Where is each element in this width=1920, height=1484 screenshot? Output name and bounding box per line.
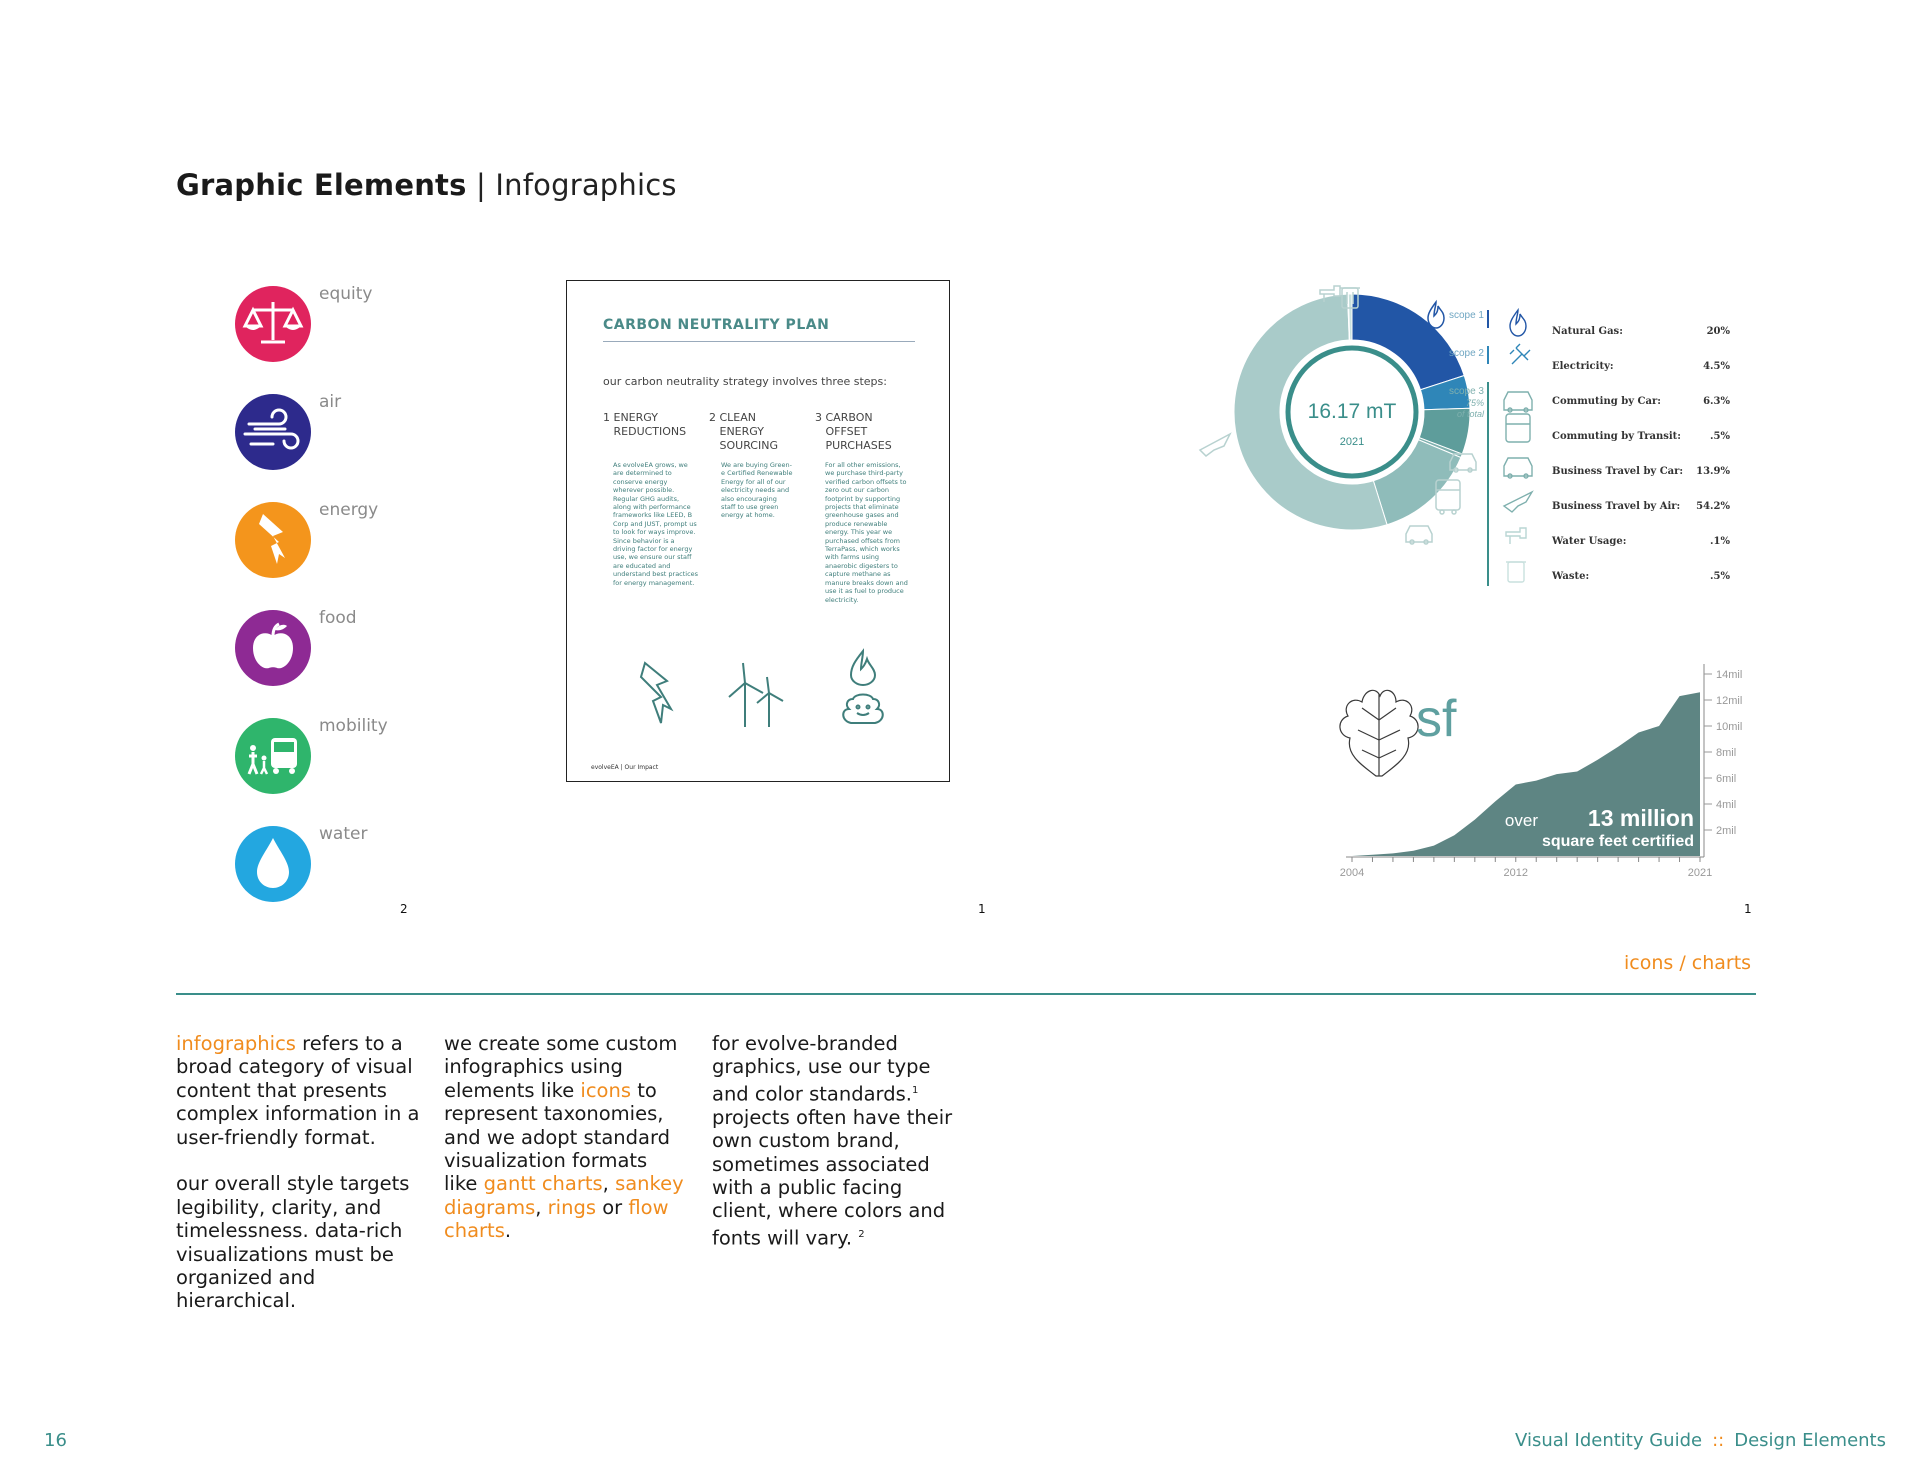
car-icon	[1504, 458, 1532, 478]
y-tick-label: 14mil	[1716, 669, 1743, 681]
wind-icon	[235, 394, 311, 470]
doc-step-2-heading: 2 CLEAN ENERGY SOURCING	[709, 411, 778, 452]
carbon-plan-document	[566, 280, 950, 782]
doc-step-1-text: As evolveEA grows, we are determined to conserve energy wherever possible. Regular GHG audits, along with performance frameworks like LEED, B Corp and JUST, prompt us to look for ways improve. Since behavior is a driving factor for energy use, we ensure our staff are educated and understand best practices for energy management.	[613, 461, 699, 587]
body-column-1	[176, 1032, 426, 1313]
title-light: Infographics	[495, 168, 677, 202]
doc-wind-turbine-icon	[723, 661, 789, 729]
icon-item-equity	[235, 286, 495, 366]
body-paragraph: infographics refers to a broad category of visual content that presents complex information in a user-friendly format.	[176, 1032, 420, 1149]
legend-business-air-label: Business Travel by Air:	[1552, 501, 1681, 512]
footnote-ref-1: 1	[911, 1084, 919, 1096]
y-tick-label: 4mil	[1716, 799, 1737, 811]
car-icon	[1406, 526, 1432, 544]
icon-label: mobility	[319, 716, 388, 736]
footer-section-name: Design Elements	[1734, 1430, 1886, 1451]
footer-guide-name: Visual Identity Guide	[1515, 1430, 1703, 1451]
highlight-flow: flow charts	[444, 1195, 669, 1243]
icon-label: water	[319, 824, 368, 844]
doc-footer: evolveEA | Our Impact	[591, 764, 659, 771]
x-tick-label: 2004	[1339, 867, 1365, 879]
scales-icon	[235, 286, 311, 362]
doc-biogas-icon	[837, 647, 889, 729]
legend-commuting-transit-value: .5%	[1710, 431, 1730, 442]
area-annotation-line2: square feet certified	[1541, 833, 1694, 850]
legend-icons	[1504, 310, 1532, 582]
emissions-donut-chart	[1180, 270, 1780, 600]
area-annotation-small: over	[1504, 811, 1538, 830]
scope-3-label: scope 3	[1448, 386, 1484, 397]
scope-3-total: of total	[1456, 409, 1484, 419]
highlight-icons: icons	[580, 1078, 631, 1102]
page-number: 16	[44, 1430, 67, 1451]
doc-lightning-icon	[637, 661, 677, 727]
water-tap-icon	[1506, 528, 1526, 544]
plane-icon	[1504, 492, 1532, 512]
y-tick-label: 6mil	[1716, 773, 1737, 785]
legend-business-car-value: 13.9%	[1696, 466, 1730, 477]
scope-3-percent: 75%	[1465, 398, 1484, 408]
legend-natural-gas-value: 20%	[1706, 326, 1730, 337]
icon-label: equity	[319, 284, 373, 304]
flame-icon	[1510, 310, 1526, 336]
doc-title: CARBON NEUTRALITY PLAN	[603, 317, 830, 333]
icon-item-water	[235, 826, 495, 906]
legend-waste-value: .5%	[1710, 571, 1730, 582]
body-column-2: we create some custom infographics using elements like icons to represent taxonomies, and we adopt standard visualization formats like gantt charts, sankey diagrams, rings or flow charts.	[444, 1032, 684, 1243]
area-series	[1352, 692, 1700, 856]
doc-step-1-heading: 1 ENERGY REDUCTIONS	[603, 411, 687, 438]
section-tag: icons / charts	[1624, 952, 1752, 974]
y-tick-label: 8mil	[1716, 747, 1737, 759]
legend-business-car-label: Business Travel by Car:	[1552, 466, 1684, 477]
scope-2-label: scope 2	[1448, 348, 1484, 359]
footnote-charts: 1	[1744, 902, 1752, 916]
water-drop-icon	[235, 826, 311, 902]
legend-commuting-transit-label: Commuting by Transit:	[1552, 431, 1681, 442]
icon-item-food	[235, 610, 495, 690]
area-chart	[1316, 650, 1766, 880]
bus-icon	[1506, 414, 1530, 442]
body-paragraph: our overall style targets legibility, clarity, and timelessness. data-rich visualizations must be organized and hierarchical.	[176, 1172, 410, 1313]
x-tick-label: 2021	[1687, 867, 1713, 879]
car-icon	[1504, 392, 1532, 412]
page-title	[176, 168, 677, 202]
highlight-rings: rings	[547, 1195, 596, 1219]
icon-item-energy	[235, 502, 495, 582]
legend-natural-gas-label: Natural Gas:	[1552, 326, 1623, 337]
legend-waste-label: Waste:	[1552, 571, 1590, 582]
legend-electricity-label: Electricity:	[1552, 361, 1614, 372]
donut-legend	[1551, 326, 1730, 582]
footer-separator: ::	[1712, 1430, 1725, 1451]
doc-step-2-text: We are buying Green-e Certified Renewable Energy for all of our electricity needs and also encouraging staff to use green energy at home.	[721, 461, 793, 520]
highlight-sankey: sankey diagrams	[444, 1172, 684, 1219]
legend-water-label: Water Usage:	[1552, 536, 1627, 547]
section-divider	[176, 993, 1756, 995]
legend-commuting-car-value: 6.3%	[1703, 396, 1730, 407]
donut-center-value: 16.17 mT	[1307, 400, 1397, 423]
icon-item-mobility	[235, 718, 495, 798]
highlight-infographics: infographics	[176, 1032, 296, 1055]
footnote-doc: 1	[978, 902, 986, 916]
flame-icon	[1428, 302, 1444, 328]
apple-icon	[235, 610, 311, 686]
doc-step-3-heading: 3 CARBON OFFSET PURCHASES	[815, 411, 892, 452]
y-tick-label: 12mil	[1716, 695, 1743, 707]
footnote-ref-2: 2	[858, 1228, 865, 1240]
bus-pedestrian-icon	[235, 718, 311, 794]
icon-label: food	[319, 608, 357, 628]
doc-intro: our carbon neutrality strategy involves three steps:	[603, 375, 887, 388]
icon-item-air	[235, 394, 495, 474]
legend-water-value: .1%	[1710, 536, 1730, 547]
sf-logo-text: sf	[1416, 690, 1457, 748]
icon-label: energy	[319, 500, 379, 520]
legend-electricity-value: 4.5%	[1703, 361, 1730, 372]
legend-business-air-value: 54.2%	[1696, 501, 1730, 512]
doc-step-3-text: For all other emissions, we purchase third-party verified carbon offsets to zero out our carbon footprint by supporting projects that eliminate greenhouse gases and produce renewable energy. This year we purchased offsets from TerraPass, which works with farms using anaerobic digesters to capture methane as manure breaks down and use it as fuel to produce electricity.	[825, 461, 908, 604]
area-annotation-big: 13 million	[1587, 805, 1694, 831]
y-tick-label: 10mil	[1716, 721, 1743, 733]
title-bold: Graphic Elements	[176, 168, 467, 202]
icon-label: air	[319, 392, 342, 412]
plane-icon	[1200, 434, 1230, 456]
y-tick-label: 2mil	[1716, 825, 1737, 837]
oak-leaf-logo	[1340, 690, 1418, 776]
body-column-3: for evolve-branded graphics, use our type and color standards.$^1$ projects often have their own custom brand, sometimes associated with a public facing client, where colors and fonts will vary. $^2$	[712, 1032, 953, 1250]
trash-icon	[1506, 562, 1526, 582]
footnote-icons: 2	[400, 902, 408, 916]
legend-commuting-car-label: Commuting by Car:	[1552, 396, 1661, 407]
plug-icon	[1510, 344, 1530, 364]
x-tick-label: 2012	[1503, 867, 1529, 879]
donut-center-year: 2021	[1339, 436, 1365, 448]
highlight-gantt: gantt charts	[483, 1172, 603, 1196]
title-separator: |	[476, 168, 486, 202]
doc-divider	[603, 341, 915, 342]
scope-1-label: scope 1	[1448, 310, 1484, 321]
lightning-icon	[235, 502, 311, 578]
footer-title	[1515, 1430, 1886, 1451]
